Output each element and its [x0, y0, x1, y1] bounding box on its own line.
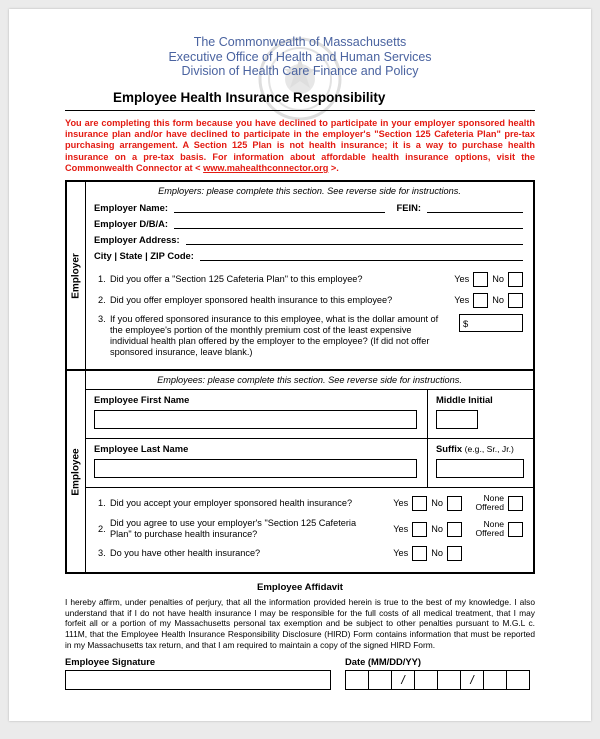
suffix-label-text: Suffix — [436, 443, 463, 455]
date-separator: / — [460, 670, 484, 690]
employee-question-2 — [94, 518, 523, 540]
employer-question-2 — [94, 293, 523, 308]
notice-text-before-link: You are completing this form because you have declined to participate in your employer sponsored health insurance plan and/or have declined to participate in the employer's "Section 125 Cafeteria Plan" pre-tax purchasing arrangement. A Section 125 Plan is not health insurance; it is a way to purchase health insurance on a pre-tax basis. For information about affordable health insurance options, visit the Commonwealth Connector at < — [65, 117, 535, 173]
date-year-digit-1[interactable] — [483, 670, 507, 690]
suffix-input[interactable] — [436, 459, 524, 478]
employer-side-label: Employer — [70, 252, 82, 299]
form-sections — [65, 180, 535, 574]
suffix-hint: (e.g., Sr., Jr.) — [464, 444, 514, 455]
employee-q3-yes-checkbox[interactable] — [412, 546, 427, 561]
employer-q3-amount-input[interactable] — [459, 314, 523, 332]
question-text: Did you offer a "Section 125 Cafeteria Plan" to this employee? — [110, 274, 363, 285]
employer-section — [65, 180, 535, 371]
city-state-zip-row — [94, 250, 523, 261]
question-number: 2. — [98, 523, 106, 534]
employer-q2-no-checkbox[interactable] — [508, 293, 523, 308]
first-name-cell — [86, 390, 427, 438]
yes-label: Yes — [393, 548, 409, 559]
first-name-block — [86, 389, 533, 438]
employer-q1-yes-checkbox[interactable] — [473, 272, 488, 287]
connector-website-link[interactable]: www.mahealthconnector.org — [203, 162, 329, 173]
employer-dba-label: Employer D/B/A: — [94, 218, 168, 230]
employee-side-label: Employee — [70, 448, 82, 496]
question-text: Do you have other health insurance? — [110, 548, 261, 559]
employee-q2-yes-checkbox[interactable] — [412, 522, 427, 537]
form-content — [65, 9, 535, 690]
question-number: 3. — [98, 314, 106, 325]
yes-label: Yes — [454, 295, 470, 306]
middle-initial-input[interactable] — [436, 410, 478, 429]
none-offered-label: None Offered — [475, 493, 504, 513]
question-options — [431, 272, 523, 287]
question-options — [373, 494, 523, 512]
no-label: No — [431, 548, 443, 559]
employee-q1-yes-checkbox[interactable] — [412, 496, 427, 511]
no-label: No — [431, 523, 443, 534]
agency-header — [65, 9, 535, 79]
employee-q1-none-checkbox[interactable] — [508, 496, 523, 511]
signature-label: Employee Signature — [65, 656, 156, 668]
date-cells — [345, 670, 535, 690]
employer-dba-input-line[interactable] — [174, 218, 523, 229]
no-label: No — [492, 274, 504, 285]
question-text: Did you offer employer sponsored health insurance to this employee? — [110, 295, 393, 306]
agency-line-2: Executive Office of Health and Human Services — [168, 49, 432, 64]
question-number: 1. — [98, 497, 106, 508]
employee-section-body — [86, 371, 533, 572]
question-number: 1. — [98, 274, 106, 285]
last-name-input[interactable] — [94, 459, 417, 478]
employee-q2-no-checkbox[interactable] — [447, 522, 462, 537]
employee-questions — [86, 488, 533, 572]
agency-line-1: The Commonwealth of Massachusetts — [193, 35, 407, 49]
employer-name-input-line[interactable] — [174, 202, 385, 213]
question-number: 2. — [98, 295, 106, 306]
employee-q1-no-checkbox[interactable] — [447, 496, 462, 511]
city-state-zip-label: City | State | ZIP Code: — [94, 250, 194, 262]
fein-label: FEIN: — [396, 202, 421, 214]
employer-name-row — [94, 202, 523, 213]
employee-question-3 — [94, 546, 523, 561]
employer-question-1 — [94, 272, 523, 287]
question-options — [373, 546, 523, 561]
date-month-digit-2[interactable] — [368, 670, 392, 690]
signature-row — [65, 656, 535, 690]
employer-name-label: Employer Name: — [94, 202, 168, 214]
employee-question-1 — [94, 494, 523, 512]
question-text: Did you agree to use your employer's "Section 125 Cafeteria Plan" to purchase health insurance? — [110, 518, 357, 540]
middle-initial-cell — [427, 390, 533, 438]
last-name-label: Employee Last Name — [94, 443, 189, 455]
date-day-digit-1[interactable] — [414, 670, 438, 690]
employee-q2-none-checkbox[interactable] — [508, 522, 523, 537]
employer-question-3 — [94, 314, 523, 358]
question-text: If you offered sponsored insurance to this employee, what is the dollar amount of the employee's portion of the monthly premium cost of the least expensive individual health plan offered by the employer to the employee? (If did not offer sponsored insurance, leave blank.) — [110, 314, 439, 358]
dollar-sign: $ — [463, 318, 469, 330]
agency-line-3: Division of Health Care Finance and Policy — [181, 64, 419, 79]
suffix-label — [436, 443, 525, 454]
employer-address-label: Employer Address: — [94, 234, 180, 246]
middle-initial-label: Middle Initial — [436, 394, 493, 406]
no-label: No — [492, 295, 504, 306]
question-number: 3. — [98, 548, 106, 559]
employee-side-strip — [67, 371, 86, 572]
question-options — [373, 520, 523, 538]
form-page — [9, 9, 591, 721]
employer-fields — [86, 200, 533, 261]
date-day-digit-2[interactable] — [437, 670, 461, 690]
suffix-cell — [427, 439, 533, 487]
employer-dba-row — [94, 218, 523, 229]
date-column — [345, 656, 535, 690]
employer-side-strip — [67, 182, 86, 369]
employee-q3-no-checkbox[interactable] — [447, 546, 462, 561]
employee-signature-input[interactable] — [65, 670, 331, 690]
declination-notice — [65, 118, 535, 174]
employer-q2-yes-checkbox[interactable] — [473, 293, 488, 308]
date-label: Date (MM/DD/YY) — [345, 656, 422, 668]
first-name-input[interactable] — [94, 410, 417, 429]
date-separator: / — [391, 670, 415, 690]
employer-section-body — [86, 182, 533, 369]
employer-questions — [86, 266, 533, 369]
employer-address-input-line[interactable] — [186, 234, 523, 245]
yes-label: Yes — [454, 274, 470, 285]
no-label: No — [431, 497, 443, 508]
yes-label: Yes — [393, 497, 409, 508]
employer-address-row — [94, 234, 523, 245]
employee-instructions: Employees: please complete this section. See reverse side for instructions. — [157, 375, 462, 386]
employer-instructions: Employers: please complete this section. See reverse side for instructions. — [158, 186, 461, 197]
date-year-digit-2[interactable] — [506, 670, 530, 690]
fein-input-line[interactable] — [427, 202, 523, 213]
affidavit-text: I hereby affirm, under penalties of perjury, that all the information provided herein is true to the best of my knowledge. I also understand that if I do not have health insurance I may be responsible for the full costs of all medical treatment, that I may forfeit all or a portion of my Massachusetts personal tax exemption and be subject to other penalties pursuant to M.G.L c. 111M, that the Employee Health Insurance Responsibility Disclosure (HIRD) Form contains information that must be reported in my Massachusetts tax return, and that I am required to maintain a copy of the signed HIRD Form. — [65, 597, 535, 650]
last-name-block — [86, 438, 533, 488]
none-offered-label: None Offered — [475, 519, 504, 539]
date-month-digit-1[interactable] — [345, 670, 369, 690]
last-name-cell — [86, 439, 427, 487]
form-title: Employee Health Insurance Responsibility — [113, 89, 386, 105]
employee-section — [65, 371, 535, 574]
question-text: Did you accept your employer sponsored health insurance? — [110, 497, 353, 508]
title-divider — [65, 110, 535, 111]
city-state-zip-input-line[interactable] — [200, 250, 523, 261]
first-name-label: Employee First Name — [94, 394, 190, 406]
employer-q1-no-checkbox[interactable] — [508, 272, 523, 287]
question-options — [431, 293, 523, 308]
notice-text-after-link: >. — [328, 162, 339, 173]
yes-label: Yes — [393, 523, 409, 534]
signature-column — [65, 656, 331, 690]
affidavit-title: Employee Affidavit — [256, 582, 343, 594]
